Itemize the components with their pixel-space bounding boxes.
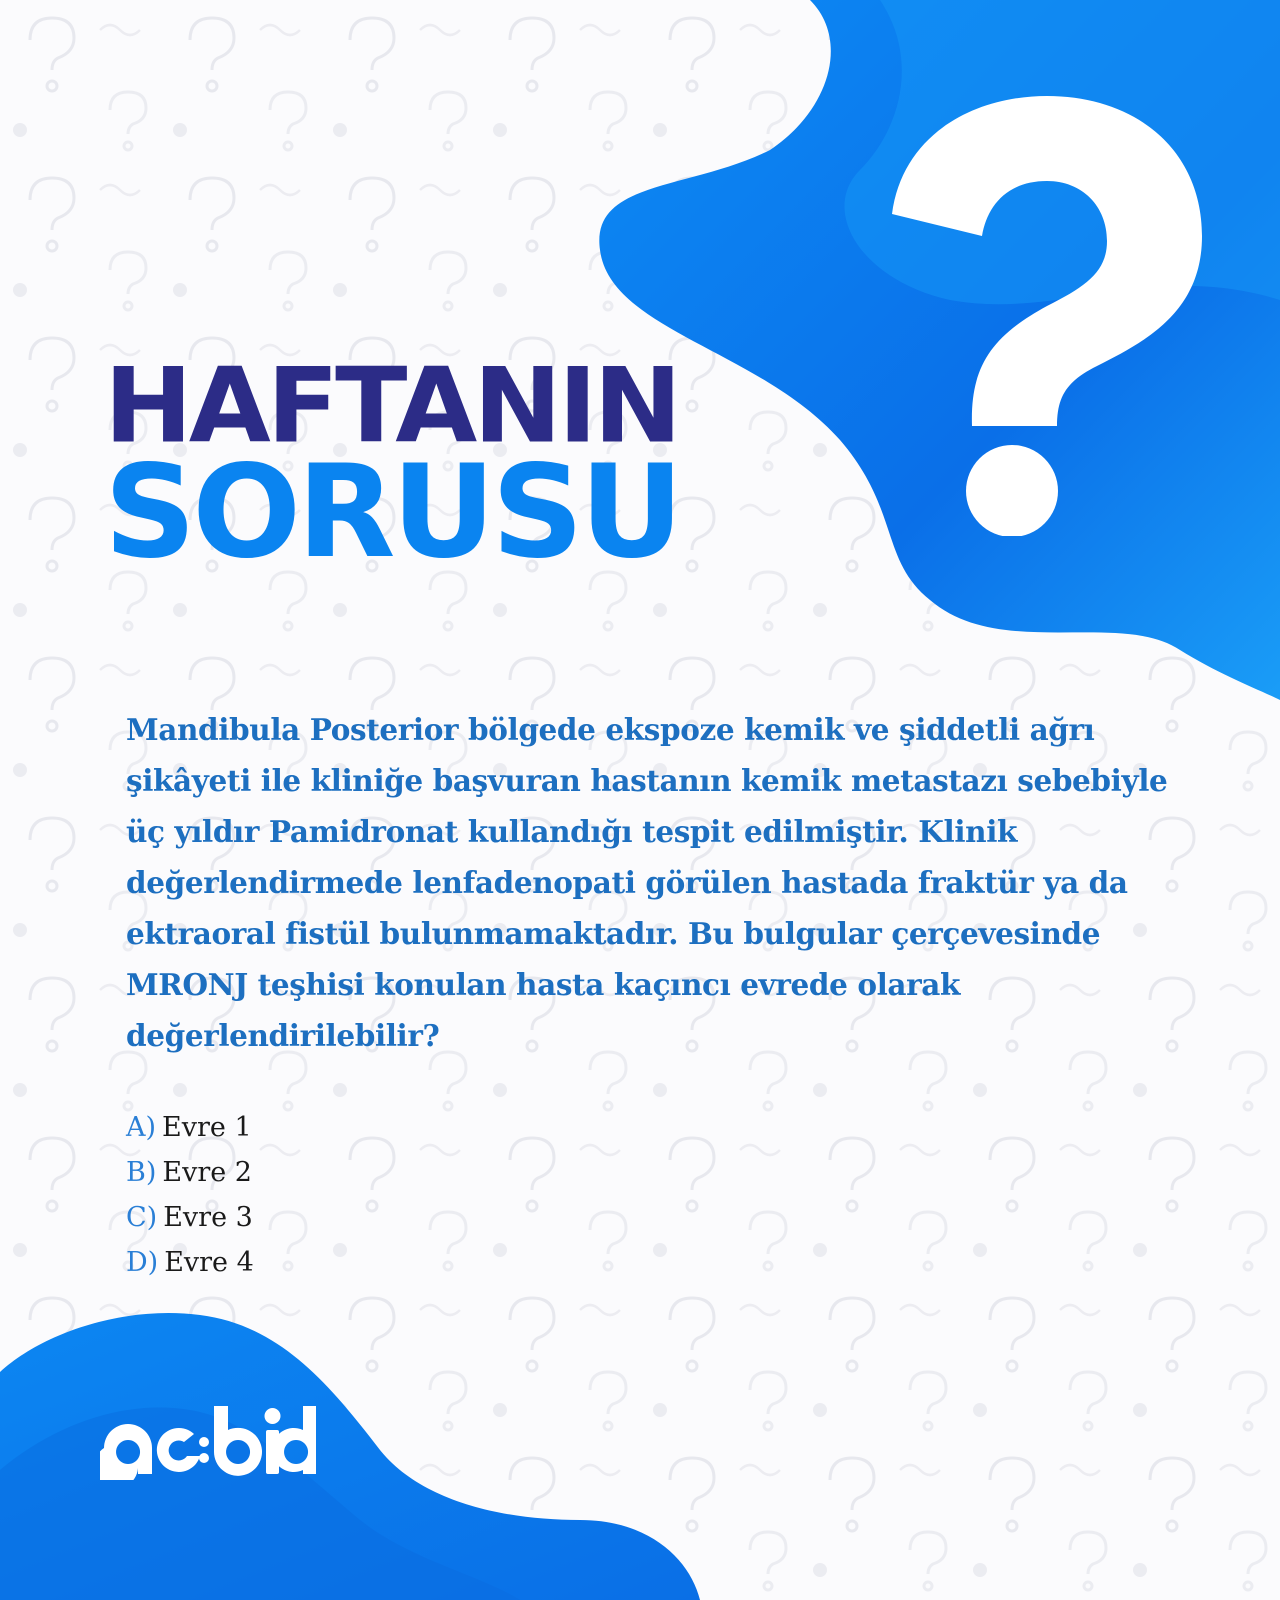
option-letter: C)	[126, 1202, 158, 1233]
question-mark-icon	[882, 96, 1212, 536]
answer-options	[126, 1105, 254, 1285]
option-letter: D)	[126, 1247, 159, 1278]
page-title	[104, 345, 680, 587]
question-text: Mandibula Posterior bölgede ekspoze kemik ve şiddetli ağrı şikâyeti ile kliniğe başvuran hastanın kemik metastazı sebebiyle üç yıldır Pamidronat kullandığı tespit edilmiştir. Klinik değerlendirmede lenfadenopati görülen hastada fraktür ya da ektraoral fistül bulunmamaktadır. Bu bulgular çerçevesinde MRONJ teşhisi konulan hasta kaçıncı evrede olarak değerlendirilebilir?	[126, 712, 1168, 1053]
title-line-sorusu: SORUSU	[104, 438, 680, 587]
option-c	[126, 1195, 254, 1240]
option-text: Evre 2	[162, 1157, 252, 1188]
option-text: Evre 3	[163, 1202, 253, 1233]
option-letter: B)	[126, 1157, 157, 1188]
option-letter: A)	[126, 1112, 157, 1143]
option-text: Evre 4	[164, 1247, 254, 1278]
option-a	[126, 1105, 254, 1150]
option-d	[126, 1240, 254, 1285]
option-b	[126, 1150, 254, 1195]
acbid-logo	[100, 1400, 320, 1480]
title-line-haftanin: HAFTANIN	[104, 345, 679, 466]
option-text: Evre 1	[162, 1112, 252, 1143]
